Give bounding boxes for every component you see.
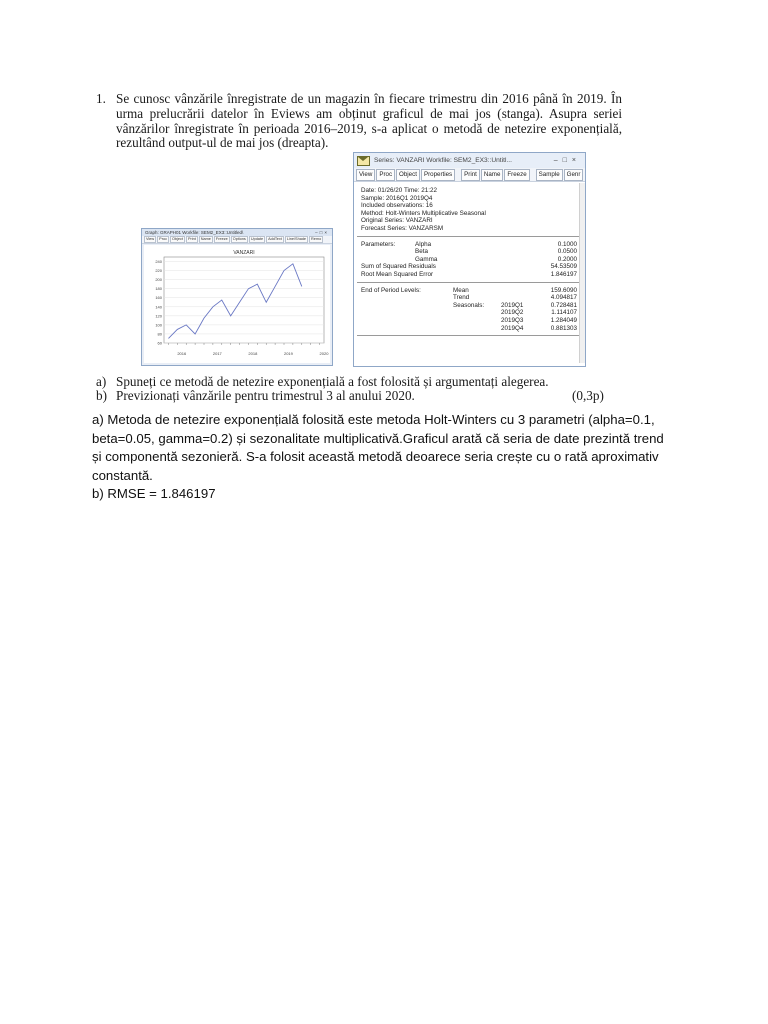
level-period: 2019Q1 [501,301,524,309]
question-text: Previzionați vânzările pentru trimestrul 3 al anului 2020. [116,388,415,403]
y-tick-label: 140 [155,304,162,310]
parameter-row [361,241,577,249]
question-text: Spuneți ce metodă de netezire exponențială a fost folosită și argumentați alegerea. [116,374,549,389]
parameter-name: Gamma [415,255,438,263]
y-tick-label: 60 [157,340,162,346]
series-window-controls[interactable]: –□× [553,157,581,164]
level-name: Mean [453,286,469,294]
level-value: 159.6090 [550,286,577,294]
problem-number: 1. [96,91,106,106]
y-tick-label: 200 [155,277,162,283]
envelope-icon [357,156,370,166]
graph-toolbar-addtext-button[interactable]: AddText [268,237,282,241]
series-toolbar-print-button[interactable]: Print [461,169,480,181]
level-row [361,294,577,302]
series-toolbar-sample-button[interactable]: Sample [536,169,563,181]
level-row [361,325,577,333]
graph-toolbar-remove-button[interactable]: Remo [311,237,322,241]
output-header-block [357,183,581,237]
series-toolbar [354,168,585,182]
level-label [361,317,453,325]
y-tick-label: 100 [155,322,162,328]
question-points: (0,3p) [572,388,604,403]
graph-toolbar-freeze-button[interactable]: Freeze [215,237,228,241]
series-window [353,152,586,367]
output-levels-block [357,283,581,337]
level-value: 4.094817 [550,294,577,302]
graph-window-titlebar[interactable] [142,229,332,236]
y-tick-label: 240 [155,259,162,265]
graph-toolbar-object-button[interactable]: Object [171,237,183,241]
output-scrollbar[interactable] [579,183,585,363]
level-value: 1.284049 [550,316,577,324]
graph-toolbar-lineshade-button[interactable]: Line/Shade [286,237,307,241]
level-name: Seasonals: [453,301,485,309]
level-label [361,325,453,333]
level-period: 2019Q3 [501,316,524,324]
stat-name: Root Mean Squared Error [361,270,434,278]
level-name [453,325,501,333]
stat-row [361,271,577,279]
parameter-value: 0.1000 [557,240,577,248]
output-date-line: Date: 01/26/20 Time: 21:22 [361,187,437,194]
level-label: End of Period Levels: [361,286,421,294]
series-toolbar-name-button[interactable]: Name [481,169,504,181]
level-period: 2019Q2 [501,309,524,317]
x-year-label: 2016 [177,351,187,356]
series-output [357,183,581,363]
series-window-title: Series: VANZARI Workfile: SEM2_EX3::Untitl... [374,157,512,164]
plot-frame [164,257,324,343]
level-name [453,317,501,325]
series-toolbar-genr-button[interactable]: Genr [564,169,584,181]
y-tick-label: 120 [155,313,162,319]
series-toolbar-freeze-button[interactable]: Freeze [504,169,529,181]
y-tick-label: 160 [155,295,162,301]
x-year-label: 2017 [212,351,222,356]
parameter-name: Beta [415,248,428,256]
level-row [361,309,577,317]
level-name: Trend [453,294,470,302]
question-b [96,389,606,404]
graph-window-controls[interactable]: –□× [315,230,329,235]
parameter-value: 0.2000 [557,255,577,263]
level-name [453,309,501,317]
level-row [361,287,577,295]
problem-text: Se cunosc vânzările înregistrate de un magazin în fiecare trimestru din 2016 până în 2019. În urma prelucrării datelor în Eviews am obținut graficul de mai jos (stanga). Asupra seriei vânzărilor înregistrate în perioada 2016–2019, s-a aplicat o metodă de netezire exponențială, rezultând output-ul de mai jos (dreapta). [116,91,622,151]
problem-statement [96,92,622,151]
series-window-titlebar[interactable] [354,153,585,168]
level-label [361,302,453,310]
output-forecast-series-line: Forecast Series: VANZARSM [361,224,444,232]
level-label [361,309,453,317]
series-toolbar-properties-button[interactable]: Properties [421,169,455,181]
x-year-label: 2018 [248,351,258,356]
level-label [361,294,453,302]
level-value: 0.728481 [550,301,577,309]
parameters-label [361,248,415,256]
stat-value: 54.53509 [550,263,577,271]
graph-toolbar-view-button[interactable]: View [146,237,155,241]
answer-block [92,411,672,504]
level-value: 0.881303 [550,324,577,332]
graph-toolbar-name-button[interactable]: Name [200,237,211,241]
graph-window-title: Graph: GRAPH01 Workfile: SEM2_EX3::Untitled\ [145,230,244,235]
level-period [501,287,541,295]
parameter-row [361,256,577,264]
x-year-label: 2020 [319,351,329,356]
level-value: 1.114107 [551,309,577,317]
graph-toolbar-proc-button[interactable]: Proc [159,237,167,241]
parameter-name: Alpha [415,240,432,248]
x-year-label: 2019 [283,351,293,356]
answer-a: a) Metoda de netezire exponențială folosită este metoda Holt-Winters cu 3 parametri (alpha=0.1, beta=0.05, gamma=0.2) și sezonalitate multiplicativă.Graficul arată că seria de date prezintă trend și componentă sezonieră. S-a folosit această metodă deoarece seria crește cu o rată aproximativ constantă. [92,412,664,483]
level-row [361,317,577,325]
output-method-line: Method: Holt-Winters Multiplicative Seasonal [361,209,486,217]
y-tick-label: 220 [155,268,162,274]
series-toolbar-proc-button[interactable]: Proc [376,169,395,181]
line-chart [144,245,330,363]
output-observations-line: Included observations: 16 [361,202,433,210]
parameter-row [361,248,577,256]
level-period [501,294,541,302]
graph-toolbar [142,236,332,244]
answer-b: b) RMSE = 1.846197 [92,486,216,501]
series-line-vanzari [168,264,301,339]
graph-toolbar-options-button[interactable]: Options [232,237,246,241]
graph-toolbar-print-button[interactable]: Print [187,237,196,241]
question-label: b) [96,388,107,403]
output-sample-line: Sample: 2016Q1 2019Q4 [361,194,433,202]
output-original-series-line: Original Series: VANZARI [361,217,433,225]
question-label: a) [96,374,107,389]
graph-toolbar-update-button[interactable]: Update [250,237,264,241]
parameters-label: Parameters: [361,240,396,248]
output-parameters-block [357,237,581,283]
stat-row [361,263,577,271]
series-toolbar-object-button[interactable]: Object [396,169,420,181]
y-tick-label: 180 [155,286,162,292]
parameter-value: 0.0500 [557,248,577,256]
stat-name: Sum of Squared Residuals [361,263,436,271]
graph-window [141,228,333,366]
series-toolbar-view-button[interactable]: View [356,169,375,181]
y-tick-label: 80 [157,331,162,337]
parameters-label [361,256,415,264]
level-period: 2019Q4 [501,324,524,332]
graph-plot-area [144,245,330,363]
chart-title: VANZARI [233,250,255,256]
level-row [361,302,577,310]
stat-value: 1.846197 [550,270,577,278]
